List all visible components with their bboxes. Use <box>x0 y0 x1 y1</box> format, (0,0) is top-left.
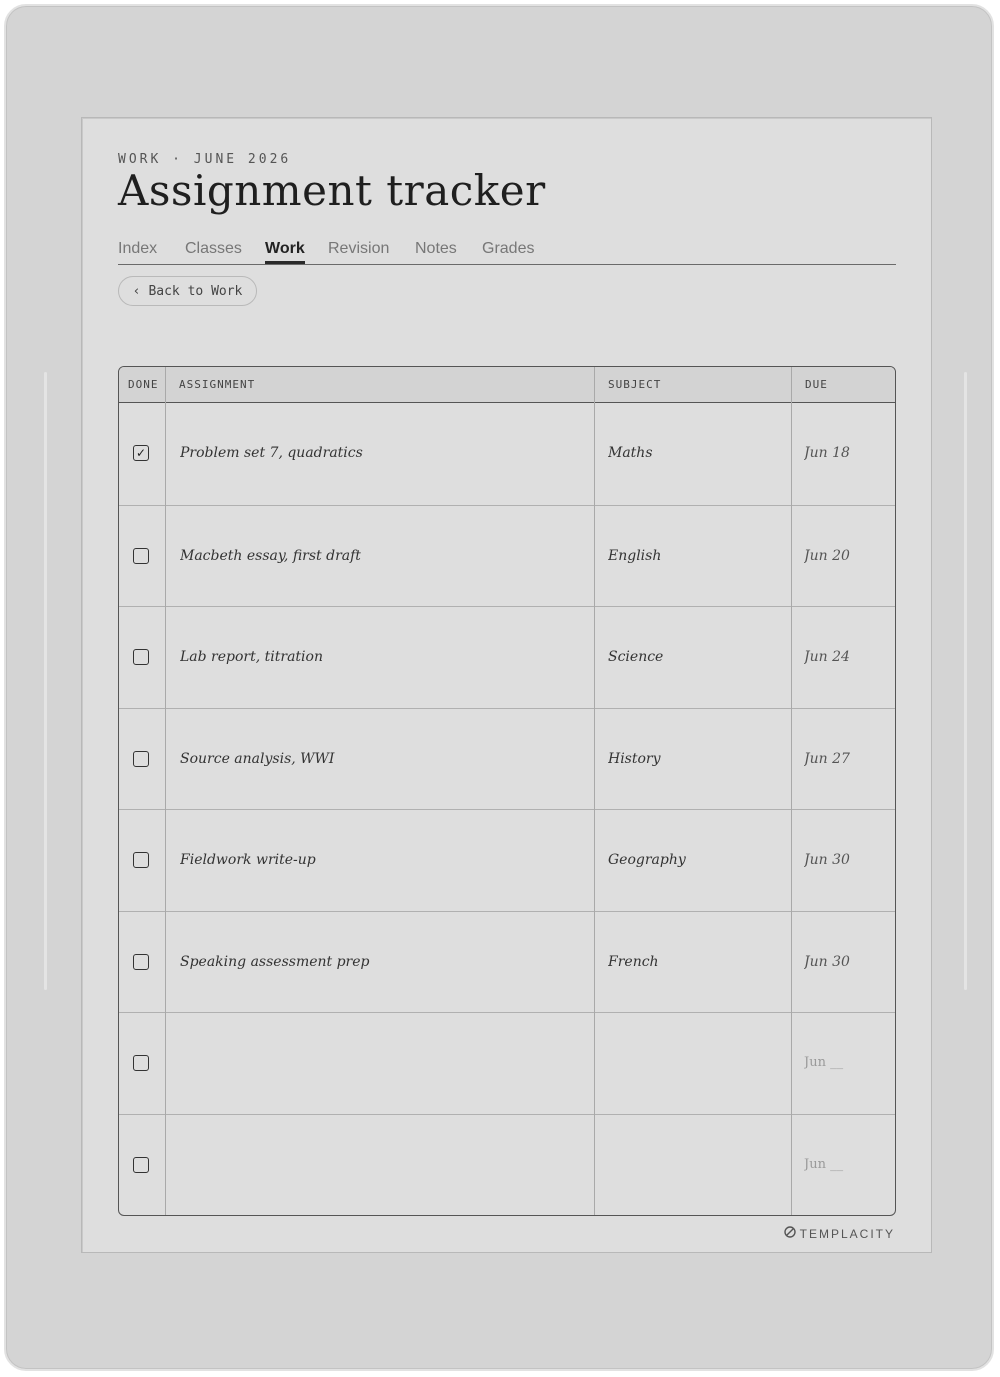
due-cell[interactable]: Jun 27 <box>804 750 850 767</box>
assignment-table <box>118 366 896 1216</box>
due-cell[interactable]: Jun 20 <box>804 547 850 564</box>
subject-cell[interactable]: History <box>608 750 661 767</box>
table-body <box>119 403 895 1215</box>
brand-logo <box>784 1226 895 1241</box>
due-cell[interactable]: Jun 24 <box>804 649 850 665</box>
device-frame <box>4 4 994 1371</box>
assignment-cell[interactable]: Speaking assessment prep <box>180 953 370 970</box>
tab-grades[interactable]: Grades <box>482 240 535 257</box>
done-checkbox[interactable] <box>133 852 149 868</box>
subject-cell[interactable]: Maths <box>608 445 653 461</box>
table-row <box>119 606 895 708</box>
done-checkbox[interactable] <box>133 751 149 767</box>
page-eyebrow: WORK · JUNE 2026 <box>118 152 292 167</box>
done-checkbox[interactable] <box>133 649 149 665</box>
subject-cell[interactable]: Science <box>608 649 664 665</box>
assignment-cell[interactable] <box>180 1013 585 1113</box>
tab-classes[interactable]: Classes <box>185 240 242 257</box>
done-checkbox-checked[interactable] <box>133 445 149 461</box>
table-row <box>119 708 895 810</box>
column-divider <box>165 367 166 1215</box>
assignment-cell[interactable]: Lab report, titration <box>180 649 323 665</box>
tab-work[interactable]: Work <box>265 240 305 264</box>
chevron-left-icon: ‹ <box>132 283 141 299</box>
table-row <box>119 403 895 505</box>
back-to-work-button[interactable] <box>118 276 257 306</box>
brand-name: TEMPLACITY <box>799 1226 895 1241</box>
column-divider <box>594 367 595 1215</box>
due-cell[interactable]: Jun 30 <box>804 953 850 970</box>
done-checkbox[interactable] <box>133 548 149 564</box>
subject-cell[interactable] <box>608 1013 783 1113</box>
screen <box>81 117 932 1253</box>
subject-cell[interactable] <box>608 1115 783 1215</box>
due-cell[interactable]: Jun __ <box>804 1156 844 1172</box>
due-cell[interactable]: Jun 18 <box>804 445 850 461</box>
done-checkbox[interactable] <box>133 954 149 970</box>
leaf-icon <box>784 1226 796 1241</box>
done-checkbox[interactable] <box>133 1055 149 1071</box>
due-cell[interactable]: Jun __ <box>804 1055 844 1070</box>
column-divider <box>791 367 792 1215</box>
header-due: DUE <box>805 378 828 391</box>
table-row <box>119 911 895 1013</box>
done-checkbox[interactable] <box>133 1157 149 1173</box>
check-icon: ✓ <box>135 446 147 460</box>
subject-cell[interactable]: English <box>608 547 662 564</box>
table-row <box>119 1114 895 1216</box>
due-cell[interactable]: Jun 30 <box>804 852 850 868</box>
tab-notes[interactable]: Notes <box>415 240 457 257</box>
tab-revision[interactable]: Revision <box>328 240 390 257</box>
assignment-cell[interactable]: Fieldwork write-up <box>180 852 316 868</box>
tab-bar <box>118 240 896 265</box>
assignment-cell[interactable]: Macbeth essay, first draft <box>180 547 361 564</box>
device-rail-left <box>44 372 47 990</box>
assignment-cell[interactable] <box>180 1115 585 1215</box>
table-row <box>119 809 895 911</box>
subject-cell[interactable]: Geography <box>608 852 686 868</box>
table-header <box>119 367 895 403</box>
subject-cell[interactable]: French <box>608 953 659 970</box>
table-row <box>119 505 895 607</box>
header-subject: SUBJECT <box>608 378 662 391</box>
back-button-label: Back to Work <box>148 283 243 299</box>
table-row <box>119 1012 895 1114</box>
header-assignment: ASSIGNMENT <box>179 378 256 391</box>
assignment-cell[interactable]: Source analysis, WWI <box>180 750 335 767</box>
assignment-cell[interactable]: Problem set 7, quadratics <box>180 445 363 461</box>
page-title: Assignment tracker <box>118 166 546 215</box>
device-rail-right <box>964 372 967 990</box>
header-done: DONE <box>128 378 159 391</box>
tab-index[interactable]: Index <box>118 240 158 257</box>
